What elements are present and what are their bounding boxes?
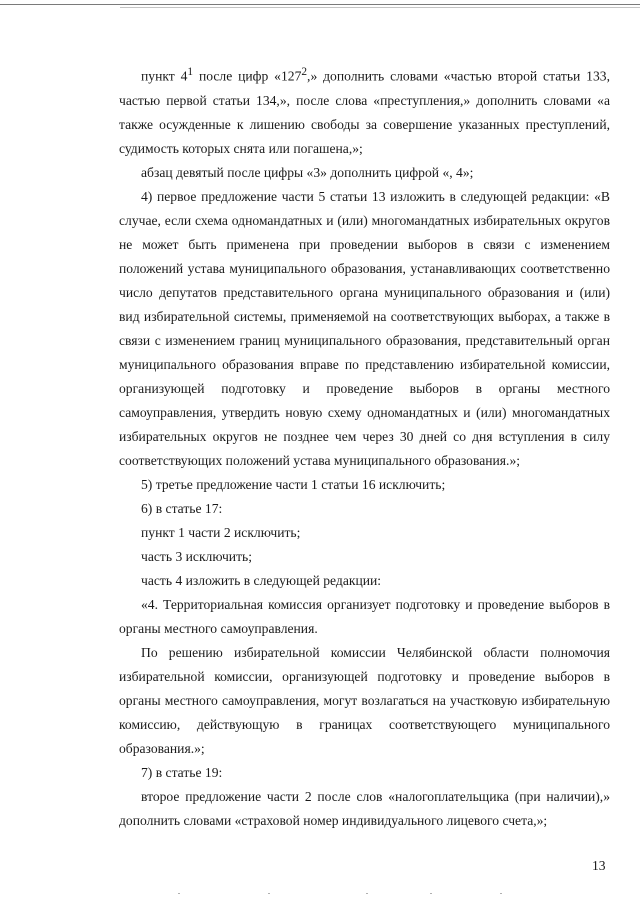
paragraph-point-4-1-end: ,» дополнить словами «частью второй статьи 133, частью первой статьи 134,», после слова «преступления,» дополнить словами «а также осужденные к лишению свободы за совершение указанных преступлений, судимость которых снята или погашена,»; [119,68,610,156]
page-number: 13 [592,858,606,873]
scan-edge-line-faint [120,7,640,8]
superscript-1: 1 [187,66,194,78]
scan-speck [500,893,502,894]
document-body [119,60,610,833]
paragraph-point-4-1 [119,60,610,161]
paragraph-quote-part-4: «4. Территориальная комиссия организует подготовку и проведение выборов в органы местного самоуправления. [119,596,610,636]
scan-bottom-specks [0,893,640,897]
paragraph-item-5: 5) третье предложение части 1 статьи 16 исключить; [141,476,446,492]
superscript-2: 2 [301,66,308,78]
paragraph-quote-part-4-cont: По решению избирательной комиссии Челябинской области полномочия избирательной комиссии, организующей подготовку и проведение выборов в органы местного самоуправления, могут возлагаться на участковую избирательную комиссию, действующую в границах соответствующего муниципального образования.»; [119,644,610,756]
paragraph-point-4-1-start: пункт 4 [141,68,188,84]
paragraph-item-4: 4) первое предложение части 5 статьи 13 изложить в следующей редакции: «В случае, если схема одномандатных и (или) многомандатных избирательных округов не может быть применена при проведении выборов в связи с изменением положений устава муниципального образования, устанавливающих соответственно число депутатов представительного органа муниципального образования и (или) вид избирательной системы, применяемой на соответствующих выборах, а также в связи с изменением границ муниципального образования, представительный орган муниципального образования вправе по представлению избирательной комиссии, организующей подготовку и проведение выборов в органы местного самоуправления, утвердить новую схему одномандатных и (или) многомандатных избирательных округов не позднее чем через 30 дней со дня вступления в силу соответствующих положений устава муниципального образования.»; [119,188,610,468]
paragraph-item-7-sentence: второе предложение части 2 после слов «налогоплательщика (при наличии),» дополнить словами «страховой номер индивидуального лицевого счета,»; [119,788,610,828]
paragraph-item-7: 7) в статье 19: [141,764,223,780]
paragraph-item-6: 6) в статье 17: [141,500,223,516]
scan-speck [268,893,270,894]
paragraph-abzac-9: абзац девятый после цифры «3» дополнить цифрой «, 4»; [141,164,474,180]
paragraph-point-4-1-middle: после цифр «127 [193,68,302,84]
paragraph-item-6-point-1: пункт 1 части 2 исключить; [141,524,301,540]
scan-speck [366,893,368,894]
paragraph-item-6-part-4: часть 4 изложить в следующей редакции: [141,572,382,588]
paragraph-item-6-part-3: часть 3 исключить; [141,548,252,564]
scan-speck [430,893,432,894]
scan-speck [178,893,180,894]
scan-edge-line [0,4,640,5]
